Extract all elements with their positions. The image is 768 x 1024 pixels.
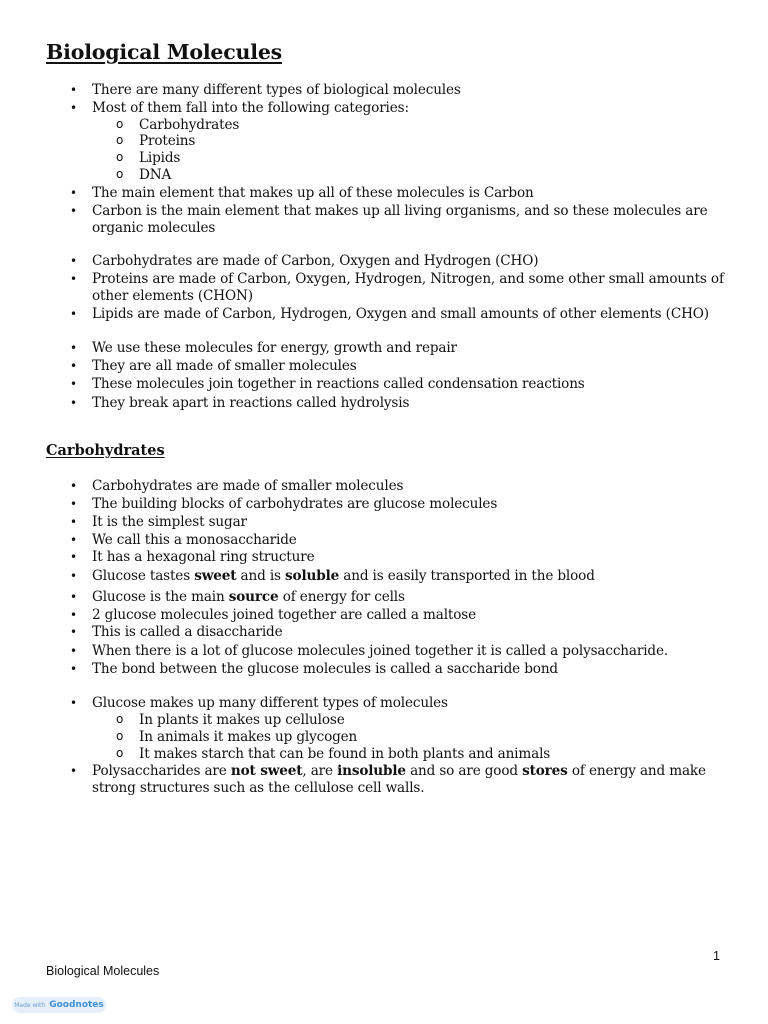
list-item: • This is called a disaccharide	[92, 624, 732, 641]
bold-text: sweet	[194, 568, 237, 584]
bold-text: soluble	[285, 568, 340, 584]
goodnotes-brand: Goodnotes	[49, 1000, 104, 1010]
list-item: • Lipids are made of Carbon, Hydrogen, Oxygen and small amounts of other elements (CHO)	[92, 306, 732, 323]
bold-text: insoluble	[337, 763, 406, 779]
sub-list-item: o DNA	[139, 167, 739, 184]
list-item: • Glucose makes up many different types of molecules	[92, 695, 732, 712]
list-item: • Carbohydrates are made of smaller molecules	[92, 478, 732, 495]
sub-list-item: o It makes starch that can be found in both plants and animals	[139, 746, 739, 763]
list-item-polysaccharides	[92, 763, 732, 796]
sub-list-item: o Carbohydrates	[139, 117, 739, 134]
goodnotes-badge[interactable]	[12, 997, 106, 1013]
text: Glucose tastes	[92, 568, 195, 584]
list-item: • It has a hexagonal ring structure	[92, 549, 732, 566]
text: Polysaccharides are	[92, 763, 231, 779]
text: Glucose is the main	[92, 589, 229, 605]
sub-list-item: o In plants it makes up cellulose	[139, 712, 739, 729]
list-item-sweet	[92, 568, 732, 585]
list-item: • Carbohydrates are made of Carbon, Oxygen and Hydrogen (CHO)	[92, 253, 732, 270]
text: of energy for cells	[278, 589, 405, 605]
list-item: • It is the simplest sugar	[92, 514, 732, 531]
bold-text: stores	[522, 763, 568, 779]
text: , are	[302, 763, 338, 779]
text: of energy and make strong structures such as the cellulose cell walls.	[92, 763, 706, 796]
page-footer: Biological Molecules	[46, 964, 160, 978]
text: and so are good	[405, 763, 523, 779]
sub-list-item: o Lipids	[139, 150, 739, 167]
text: and is	[236, 568, 286, 584]
list-item: • Proteins are made of Carbon, Oxygen, Hydrogen, Nitrogen, and some other small amounts of other elements (CHON)	[92, 271, 732, 304]
bold-text: source	[228, 589, 279, 605]
list-item-source	[92, 589, 732, 606]
list-item: • Most of them fall into the following categories:	[92, 100, 732, 117]
page-title: Biological Molecules	[46, 40, 283, 64]
list-item: • We call this a monosaccharide	[92, 532, 732, 549]
list-item: • Carbon is the main element that makes up all living organisms, and so these molecules are organic molecules	[92, 203, 732, 236]
list-item: • The building blocks of carbohydrates are glucose molecules	[92, 496, 732, 513]
page-number: 1	[713, 949, 720, 963]
list-item: • They are all made of smaller molecules	[92, 358, 732, 375]
bold-text: not sweet	[230, 763, 303, 779]
sub-list-item: o Proteins	[139, 133, 739, 150]
list-item: • When there is a lot of glucose molecules joined together it is called a polysaccharide.	[92, 643, 732, 660]
made-with-label: Made with	[14, 1001, 46, 1009]
text: and is easily transported in the blood	[339, 568, 595, 584]
list-item: • The main element that makes up all of these molecules is Carbon	[92, 185, 732, 202]
list-item: • They break apart in reactions called hydrolysis	[92, 395, 732, 412]
section-heading-carbohydrates: Carbohydrates	[46, 442, 165, 459]
sub-list-item: o In animals it makes up glycogen	[139, 729, 739, 746]
list-item: • 2 glucose molecules joined together are called a maltose	[92, 607, 732, 624]
list-item: • The bond between the glucose molecules is called a saccharide bond	[92, 661, 732, 678]
list-item: • We use these molecules for energy, growth and repair	[92, 340, 732, 357]
list-item: • These molecules join together in reactions called condensation reactions	[92, 376, 732, 393]
list-item: • There are many different types of biological molecules	[92, 82, 732, 99]
